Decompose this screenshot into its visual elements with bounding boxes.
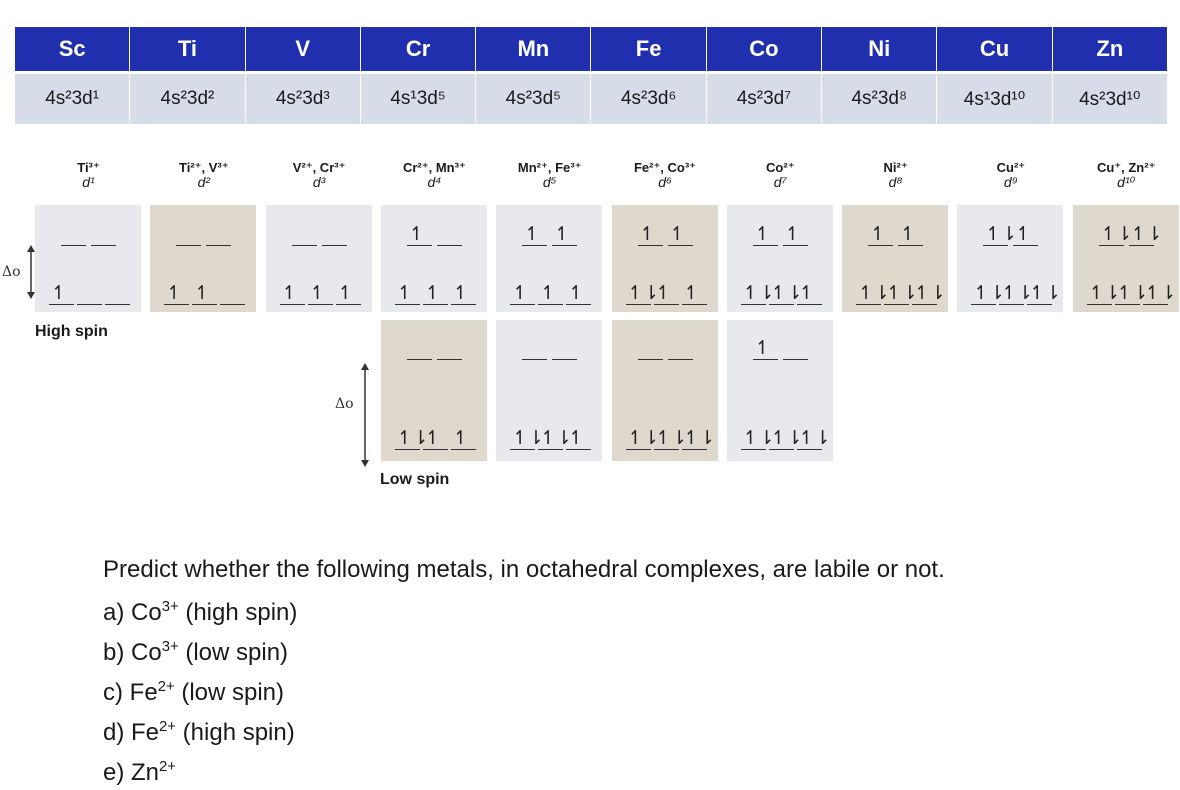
electron-arrows: ↿ [337,283,354,304]
orbital [1143,283,1177,305]
high-spin-label: High spin [35,323,108,340]
orbital [769,283,803,305]
orbital [437,224,462,246]
ion-name: Cr²⁺, Mn³⁺ [402,160,466,175]
electron-arrows: ↿ [424,283,441,304]
item-letter: c) [103,679,123,706]
orbital [654,283,679,305]
electron-arrows: ↿ [194,283,211,304]
electron-arrows: ↿⇂ [1001,283,1034,304]
delta-o-label: Δo [335,396,354,412]
d-count: d⁶ [658,174,672,190]
electron-arrows: ↿ [568,428,585,449]
ion-name: Ti²⁺, V³⁺ [178,160,229,175]
electron-arrows: ↿ [540,283,557,304]
orbital [1115,283,1149,305]
item-letter: b) [103,639,125,666]
orbital [884,283,918,305]
item-spin: (low spin) [185,639,289,666]
electron-arrows: ↿⇂ [1088,283,1121,304]
orbital [1129,224,1163,246]
ion-label [953,160,1068,190]
electron-arrows: ↿⇂ [512,428,545,449]
orbital [1087,283,1121,305]
electron-arrows: ↿ [309,283,326,304]
orbital [538,283,563,305]
electron-arrows: ↿ [784,224,801,245]
d-count: d¹ [82,174,95,190]
d-count: d⁷ [773,174,787,190]
ion-name: Co²⁺ [766,160,795,175]
electron-config: 4s²3d⁵ [476,74,591,124]
electron-arrows: ↿ [754,224,771,245]
electron-config: 4s²3d¹⁰ [1053,74,1168,124]
item-ion: Co [131,599,162,626]
orbital [971,283,1006,305]
ion-label [262,160,377,190]
orbital [769,428,803,450]
electron-arrows: ↿⇂ [742,283,775,304]
item-spin: (high spin) [185,599,298,626]
orbital [451,283,476,305]
element-symbol: V [246,27,361,71]
item-spin: (low spin) [181,679,285,706]
orbital [626,283,660,305]
orbital [322,224,347,246]
d-count: d⁸ [888,174,903,190]
orbital [797,283,822,305]
electron-arrows: ↿⇂ [1130,224,1163,245]
element-symbol: Mn [476,27,591,71]
element-symbol: Ni [822,27,937,71]
d-count: d⁵ [542,174,557,190]
high-spin-box [842,205,948,312]
high-spin-box [150,205,256,312]
electron-arrows: ↿⇂ [985,224,1018,245]
orbital [522,224,547,246]
orbital [898,224,923,246]
ion-label [608,160,723,190]
orbital [783,224,808,246]
element-symbol: Cu [937,27,1052,71]
orbital [308,283,333,305]
orbital [753,338,778,360]
element-symbol: Fe [591,27,706,71]
electron-arrows: ↿⇂ [770,428,803,449]
electron-arrows: ↿⇂ [1144,283,1177,304]
orbital [856,283,890,305]
orbital [91,224,116,246]
orbital [999,283,1034,305]
electron-arrows: ↿⇂ [770,283,803,304]
orbital [61,224,86,246]
electron-config: 4s¹3d¹⁰ [937,74,1052,124]
ion-name: Cu²⁺ [996,160,1026,175]
orbital [753,224,778,246]
electron-config: 4s²3d⁷ [707,74,822,124]
electron-arrows: ↿⇂ [798,428,831,449]
orbital [668,224,693,246]
electron-arrows: ↿ [900,224,917,245]
orbital [797,428,831,450]
orbital [451,428,476,450]
orbital [638,224,663,246]
ion-label [838,160,953,190]
orbital [682,428,716,450]
orbital [292,224,317,246]
question-item [103,590,297,630]
question-item [103,630,297,670]
item-ion: Fe [131,719,160,746]
electron-config: 4s²3d⁶ [591,74,706,124]
orbital [395,428,429,450]
orbital [206,224,231,246]
high-spin-box [266,205,372,312]
orbital [510,428,545,450]
low-spin-box [727,320,833,461]
element-symbol: Cr [361,27,476,71]
electron-arrows: ↿ [1015,224,1032,245]
low-spin-box [496,320,602,461]
d-count: d¹⁰ [1117,174,1136,190]
orbital [1099,224,1133,246]
orbital [105,283,130,305]
electron-arrows: ↿ [524,224,541,245]
electron-arrows: ↿ [568,283,585,304]
ion-label [723,160,838,190]
electron-arrows: ↿ [655,283,672,304]
electron-arrows: ↿ [166,283,183,304]
orbital [538,428,573,450]
electron-arrows: ↿ [554,224,571,245]
electron-arrows: ↿⇂ [655,428,688,449]
ion-label [31,160,146,190]
orbital [783,338,808,360]
orbital [395,283,420,305]
orbital [407,224,432,246]
electron-config: 4s²3d³ [246,74,361,124]
electron-arrows: ↿ [281,283,298,304]
orbital [552,224,577,246]
electron-arrows: ↿ [512,283,529,304]
element-symbol: Zn [1053,27,1168,71]
question-item [103,710,297,750]
orbital [77,283,102,305]
electron-config: 4s²3d⁸ [822,74,937,124]
item-letter: a) [103,599,125,626]
orbital [983,224,1018,246]
orbital [552,338,577,360]
orbital [220,283,245,305]
item-charge: 2+ [157,679,175,695]
item-letter: e) [103,759,125,786]
d-count: d⁹ [1003,174,1018,190]
electron-arrows: ↿ [669,224,686,245]
item-ion: Co [131,639,162,666]
electron-arrows: ↿⇂ [540,428,573,449]
orbital [280,283,305,305]
high-spin-box [727,205,833,312]
ion-name: Ni²⁺ [883,160,908,175]
question-list [103,590,297,790]
electron-arrows: ↿ [452,283,469,304]
element-symbol: Co [707,27,822,71]
orbital [336,283,361,305]
ion-name: Ti³⁺ [77,160,100,175]
high-spin-box [1073,205,1179,312]
delta-o-arrow-high-spin [2,242,38,302]
item-charge: 2+ [159,759,176,775]
orbital [912,283,946,305]
electron-arrows: ↿⇂ [396,428,429,449]
electron-arrows: ↿ [639,224,656,245]
orbital [1013,224,1038,246]
orbital [407,338,432,360]
orbital [164,283,189,305]
electron-config: 4s²3d¹ [15,74,130,124]
orbital [741,428,775,450]
ion-name: Fe²⁺, Co³⁺ [633,160,697,175]
delta-o-label: Δo [2,264,21,280]
electron-arrows: ↿ [754,338,771,359]
orbital [1027,283,1062,305]
electron-arrows: ↿⇂ [973,283,1006,304]
question-item [103,750,297,790]
orbital [566,283,591,305]
high-spin-box [612,205,718,312]
orbital [626,428,660,450]
electron-arrows: ↿⇂ [742,428,775,449]
high-spin-box [957,205,1063,312]
delta-o-arrow-low-spin [335,360,375,470]
question-prompt: Predict whether the following metals, in octahedral complexes, are labile or not. [103,556,945,583]
electron-arrows: ↿ [396,283,413,304]
item-ion: Zn [131,759,160,786]
orbital [654,428,688,450]
orbital [192,283,217,305]
d-count: d³ [312,174,326,190]
low-spin-box [612,320,718,461]
orbital [868,224,893,246]
electron-arrows: ↿⇂ [1100,224,1133,245]
orbital [423,283,448,305]
electron-arrows: ↿ [408,224,425,245]
element-symbol: Ti [130,27,245,71]
item-charge: 2+ [159,719,176,735]
ion-label [492,160,607,190]
orbital [423,428,448,450]
electron-arrows: ↿ [798,283,815,304]
ion-name: Mn²⁺, Fe³⁺ [517,160,582,175]
orbital [668,338,693,360]
element-symbol: Sc [15,27,130,71]
high-spin-box [496,205,602,312]
ion-label [146,160,261,190]
orbital [522,338,547,360]
low-spin-box [381,320,487,461]
high-spin-box [35,205,141,312]
d-count: d² [197,174,211,190]
electron-arrows: ↿⇂ [627,283,660,304]
electron-arrows: ↿ [424,428,441,449]
electron-arrows: ↿ [683,283,700,304]
electron-arrows: ↿⇂ [683,428,716,449]
item-letter: d) [103,719,125,746]
ion-label [1069,160,1180,190]
orbital [566,428,591,450]
electron-config: 4s¹3d⁵ [361,74,476,124]
electron-arrows: ↿⇂ [627,428,660,449]
orbital [741,283,775,305]
ion-label [377,160,492,190]
d-count: d⁴ [427,174,442,190]
item-spin: (high spin) [182,719,295,746]
high-spin-box [381,205,487,312]
orbital [176,224,201,246]
electron-arrows: ↿⇂ [1116,283,1149,304]
question-item [103,670,297,710]
orbital [510,283,535,305]
ion-name: V²⁺, Cr³⁺ [292,160,346,175]
electron-arrows: ↿⇂ [858,283,890,304]
orbital [437,338,462,360]
orbital [49,283,74,305]
electron-config: 4s²3d² [130,74,245,124]
orbital [682,283,707,305]
electron-arrows: ↿ [51,283,67,304]
low-spin-label: Low spin [380,471,450,488]
item-charge: 3+ [161,639,179,655]
ion-name: Cu⁺, Zn²⁺ [1096,160,1156,175]
electron-arrows: ↿ [452,428,469,449]
electron-arrows: ↿⇂ [1029,283,1062,304]
item-ion: Fe [129,679,158,706]
electron-arrows: ↿ [870,224,887,245]
item-charge: 3+ [161,599,179,615]
orbital [638,338,663,360]
electron-arrows: ↿⇂ [914,283,946,304]
electron-arrows: ↿⇂ [886,283,918,304]
